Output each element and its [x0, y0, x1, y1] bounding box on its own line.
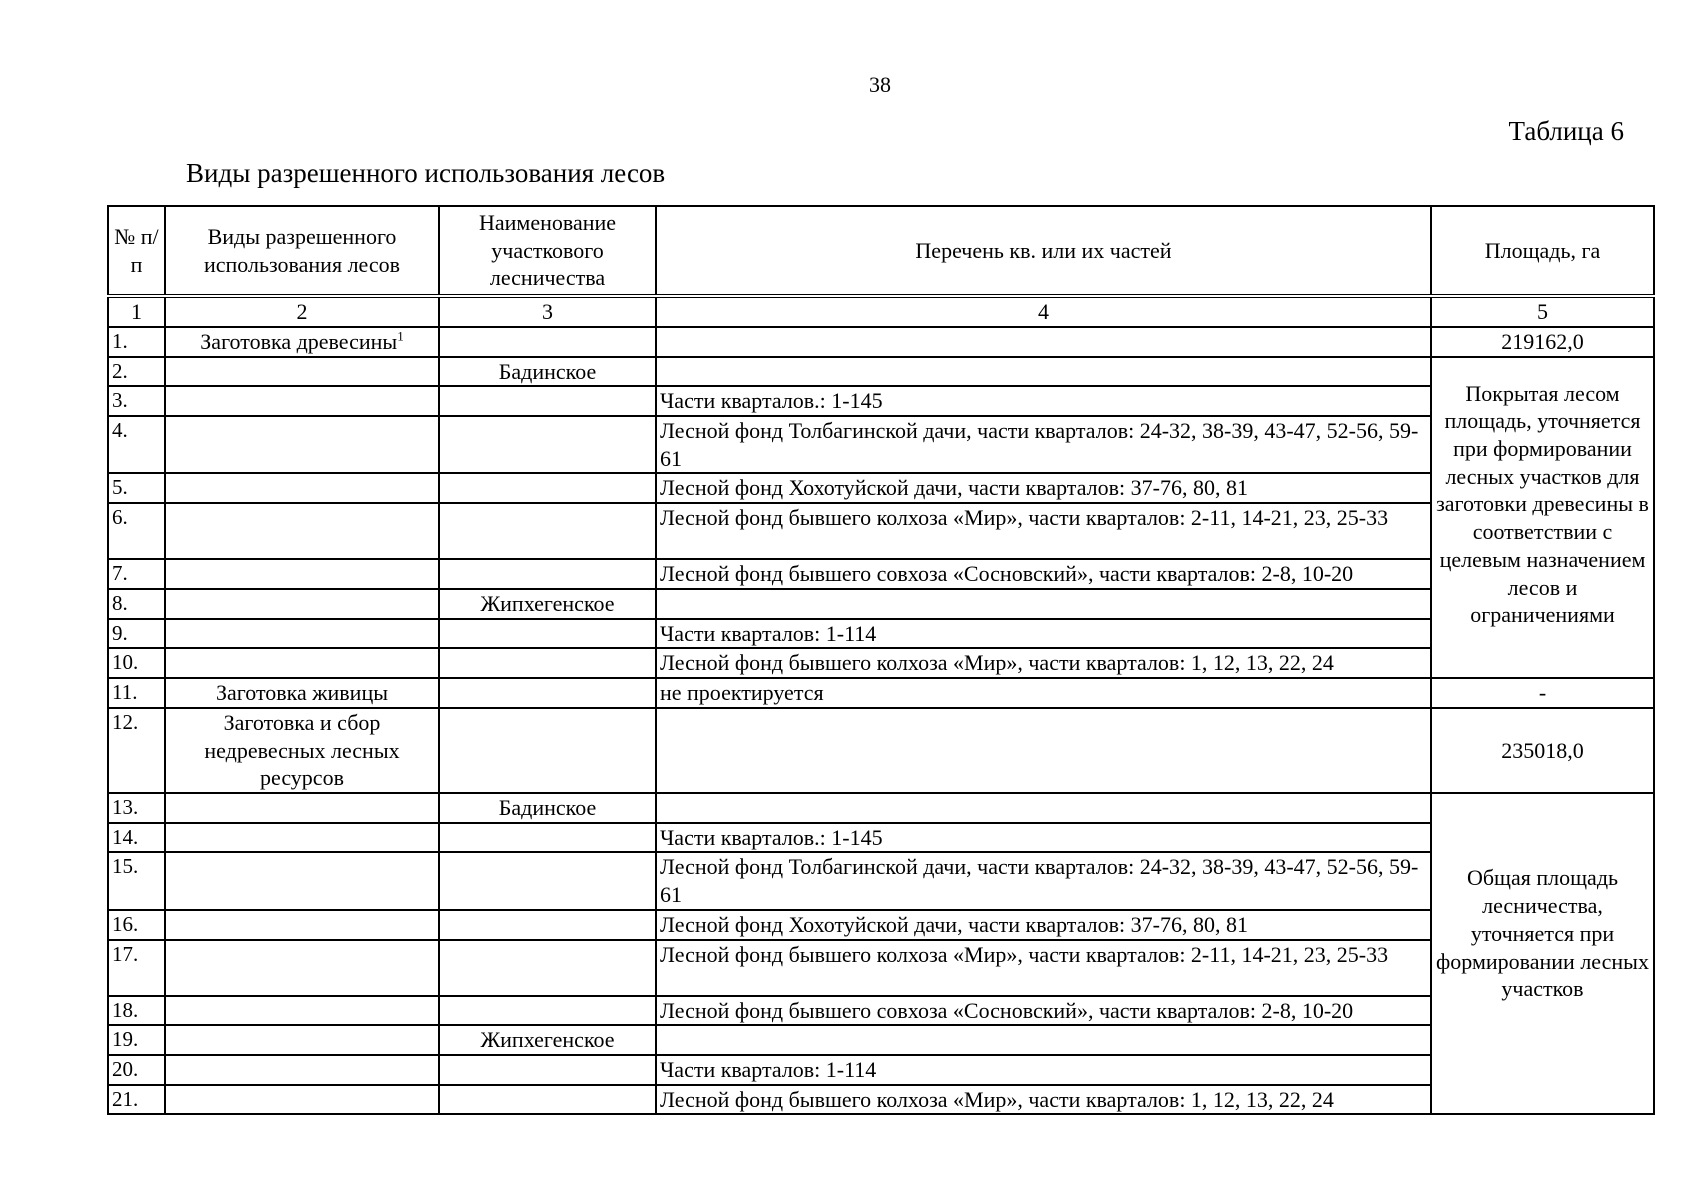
- table-row: [108, 473, 1654, 503]
- row-forestry: [439, 708, 656, 793]
- row-kind: [165, 473, 439, 503]
- table-row: [108, 823, 1654, 853]
- table-row: [108, 910, 1654, 940]
- row-kind: [165, 910, 439, 940]
- row-kind: [165, 1055, 439, 1085]
- row-forestry: [439, 648, 656, 678]
- column-number: 5: [1431, 296, 1654, 327]
- row-forestry: [439, 1055, 656, 1085]
- row-forestry: [439, 503, 656, 559]
- row-kind: [165, 416, 439, 473]
- footnote-marker: 1: [397, 328, 404, 344]
- row-number: 3.: [108, 386, 165, 416]
- row-number: 6.: [108, 503, 165, 559]
- header-forestry: Наименование участкового лесничества: [439, 206, 656, 296]
- table-row: [108, 357, 1654, 387]
- row-number: 1.: [108, 327, 165, 357]
- row-list: Лесной фонд бывшего колхоза «Мир», части кварталов: 2-11, 14-21, 23, 25-33: [656, 503, 1431, 559]
- row-list: [656, 1025, 1431, 1055]
- row-number: 2.: [108, 357, 165, 387]
- row-list: Лесной фонд Хохотуйской дачи, части кварталов: 37-76, 80, 81: [656, 473, 1431, 503]
- row-kind: [165, 1025, 439, 1055]
- row-area: 235018,0: [1431, 708, 1654, 793]
- table-header-row: [108, 206, 1654, 296]
- table-row: [108, 503, 1654, 559]
- row-area: -: [1431, 678, 1654, 708]
- table-row: [108, 793, 1654, 823]
- row-list: Части кварталов: 1-114: [656, 619, 1431, 649]
- row-forestry: Бадинское: [439, 357, 656, 387]
- row-number: 19.: [108, 1025, 165, 1055]
- row-number: 5.: [108, 473, 165, 503]
- row-kind: [165, 589, 439, 619]
- column-number: 4: [656, 296, 1431, 327]
- row-kind: [165, 1085, 439, 1115]
- row-number: 17.: [108, 940, 165, 996]
- row-number: 11.: [108, 678, 165, 708]
- row-list: Лесной фонд бывшего колхоза «Мир», части кварталов: 1, 12, 13, 22, 24: [656, 1085, 1431, 1115]
- table-row: [108, 852, 1654, 909]
- table-row: [108, 1055, 1654, 1085]
- timber-area-note: Покрытая лесом площадь, уточняется при формировании лесных участков для заготовки древесины в соответствии с целевым назначением лесов и ограничениями: [1431, 357, 1654, 678]
- row-kind: [165, 852, 439, 909]
- row-list: Лесной фонд бывшего колхоза «Мир», части кварталов: 1, 12, 13, 22, 24: [656, 648, 1431, 678]
- row-kind: [165, 386, 439, 416]
- row-list: Лесной фонд бывшего колхоза «Мир», части кварталов: 2-11, 14-21, 23, 25-33: [656, 940, 1431, 996]
- row-number: 9.: [108, 619, 165, 649]
- row-number: 20.: [108, 1055, 165, 1085]
- row-kind: Заготовка и сбор недревесных лесных ресурсов: [165, 708, 439, 793]
- row-list: [656, 708, 1431, 793]
- table-row: [108, 1085, 1654, 1115]
- table-row: [108, 386, 1654, 416]
- table-row: [108, 996, 1654, 1026]
- row-number: 4.: [108, 416, 165, 473]
- row-forestry: [439, 619, 656, 649]
- table-row: [108, 327, 1654, 357]
- row-kind: [165, 940, 439, 996]
- row-list: Части кварталов: 1-114: [656, 1055, 1431, 1085]
- row-list: Лесной фонд Толбагинской дачи, части кварталов: 24-32, 38-39, 43-47, 52-56, 59-61: [656, 416, 1431, 473]
- column-numbers-row: [108, 296, 1654, 327]
- table-row: [108, 708, 1654, 793]
- row-list: Лесной фонд бывшего совхоза «Сосновский», части кварталов: 2-8, 10-20: [656, 559, 1431, 589]
- row-list: не проектируется: [656, 678, 1431, 708]
- row-forestry: [439, 327, 656, 357]
- row-kind-text: Заготовка древесины: [200, 328, 398, 354]
- header-num: № п/п: [108, 206, 165, 296]
- row-list: [656, 357, 1431, 387]
- row-list: Лесной фонд бывшего совхоза «Сосновский», части кварталов: 2-8, 10-20: [656, 996, 1431, 1026]
- column-number: 2: [165, 296, 439, 327]
- row-kind: Заготовка живицы: [165, 678, 439, 708]
- table-row: [108, 940, 1654, 996]
- row-forestry: [439, 678, 656, 708]
- row-number: 8.: [108, 589, 165, 619]
- permitted-uses-table: [107, 205, 1655, 1115]
- row-list: Части кварталов.: 1-145: [656, 823, 1431, 853]
- column-number: 3: [439, 296, 656, 327]
- row-list: Лесной фонд Хохотуйской дачи, части кварталов: 37-76, 80, 81: [656, 910, 1431, 940]
- row-number: 13.: [108, 793, 165, 823]
- row-list: [656, 793, 1431, 823]
- row-kind: [165, 619, 439, 649]
- row-forestry: [439, 996, 656, 1026]
- row-kind: [165, 357, 439, 387]
- table-row: [108, 678, 1654, 708]
- row-number: 14.: [108, 823, 165, 853]
- table-row: [108, 559, 1654, 589]
- table-title: Виды разрешенного использования лесов: [186, 158, 666, 188]
- row-forestry: [439, 416, 656, 473]
- row-forestry: Жипхегенское: [439, 1025, 656, 1055]
- row-list: [656, 589, 1431, 619]
- row-list: Части кварталов.: 1-145: [656, 386, 1431, 416]
- non-timber-area-note: Общая площадь лесничества, уточняется при формировании лесных участков: [1431, 793, 1654, 1114]
- row-forestry: Бадинское: [439, 793, 656, 823]
- row-forestry: [439, 823, 656, 853]
- row-forestry: Жипхегенское: [439, 589, 656, 619]
- table-row: [108, 1025, 1654, 1055]
- table-row: [108, 589, 1654, 619]
- header-kind: Виды разрешенного использования лесов: [165, 206, 439, 296]
- table-row: [108, 648, 1654, 678]
- table-row: [108, 619, 1654, 649]
- row-forestry: [439, 910, 656, 940]
- row-forestry: [439, 473, 656, 503]
- table-row: [108, 416, 1654, 473]
- row-kind: [165, 559, 439, 589]
- row-forestry: [439, 1085, 656, 1115]
- row-number: 21.: [108, 1085, 165, 1115]
- row-forestry: [439, 852, 656, 909]
- header-area: Площадь, га: [1431, 206, 1654, 296]
- row-forestry: [439, 559, 656, 589]
- header-list: Перечень кв. или их частей: [656, 206, 1431, 296]
- row-forestry: [439, 940, 656, 996]
- table-label: Таблица 6: [1508, 116, 1624, 146]
- row-kind: [165, 327, 439, 357]
- row-number: 16.: [108, 910, 165, 940]
- row-kind: [165, 996, 439, 1026]
- row-number: 10.: [108, 648, 165, 678]
- row-kind: [165, 793, 439, 823]
- row-number: 18.: [108, 996, 165, 1026]
- row-area: 219162,0: [1431, 327, 1654, 357]
- row-number: 12.: [108, 708, 165, 793]
- row-kind: [165, 648, 439, 678]
- column-number: 1: [108, 296, 165, 327]
- row-forestry: [439, 386, 656, 416]
- row-list: [656, 327, 1431, 357]
- row-kind: [165, 503, 439, 559]
- page-number: 38: [869, 72, 891, 97]
- row-list: Лесной фонд Толбагинской дачи, части кварталов: 24-32, 38-39, 43-47, 52-56, 59-61: [656, 852, 1431, 909]
- row-number: 15.: [108, 852, 165, 909]
- row-number: 7.: [108, 559, 165, 589]
- row-kind: [165, 823, 439, 853]
